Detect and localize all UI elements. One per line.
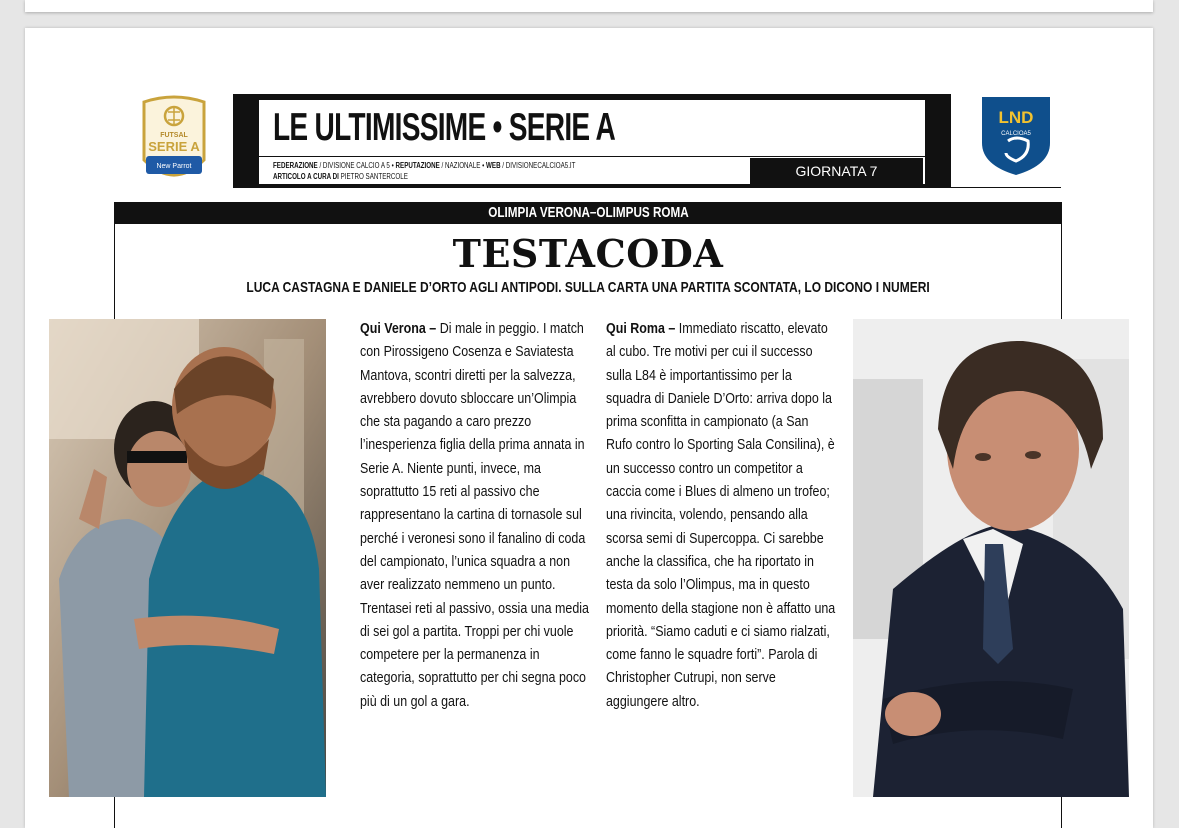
meta-author-name: PIETRO SANTERCOLE: [338, 172, 408, 181]
article-subhead: [114, 278, 1062, 298]
column-roma-text: [606, 318, 836, 714]
previous-page-edge: [25, 0, 1153, 12]
giornata-badge: GIORNATA 7: [750, 158, 923, 184]
column-verona-body: Di male in peggio. I match con Pirossigeno Cosenza e Saviatesta Mantova, scontri diretti per la salvezza, avrebbero dovuto sbloccare un’Olimpia che sta pagando a caro prezzo l’inesperienza figlia della prima annata in Serie A. Niente punti, invece, ma soprattutto 15 reti al passivo che rappresentano la cartina di tornasole sul perché i veronesi sono il fanalino di coda del campionato, l’unica squadra a non aver realizzato nemmeno un punto. Trentasei reti al passivo, ossia una media di sei gol a partita. Troppi per chi vuole competere per la permanenza in categoria, soprattutto per chi segna poco più di un gol a gara.: [360, 321, 589, 710]
header-rule-right: [951, 187, 1061, 188]
article-subhead-text: LUCA CASTAGNA E DANIELE D’ORTO AGLI ANTIPODI. SULLA CARTA UNA PARTITA SCONTATA, LO DICONO I NUMERI: [246, 279, 930, 296]
svg-text:LND: LND: [998, 108, 1034, 127]
svg-text:SERIE A: SERIE A: [148, 139, 200, 154]
column-roma-body: Immediato riscatto, elevato al cubo. Tre motivi per cui il successo sulla L84 è importantissimo per la squadra di Daniele D’Orto: arriva dopo la prima sconfitta in campionato (a San Rufo contro lo Sporting Sala Consilina), è un successo contro un competitor a caccia come i Blues di almeno un trofeo; una rivincita, volendo, pensando alla scorsa semi di Supercoppa. Ci sarebbe anche la classifica, che ha riportato in testa da solo l’Olimpus, ma in questo momento della stagione non è affatto una priorità. “Siamo caduti e ci siamo rialzati, come fanno le squadre forti”. Parola di Christopher Cutrupi, non serve aggiungere altro.: [606, 321, 836, 710]
svg-text:FUTSAL: FUTSAL: [160, 132, 188, 139]
meta-web-text: / DIVISIONECALCIOA5.IT: [500, 161, 576, 170]
meta-web-label: WEB: [486, 161, 501, 170]
masthead-inner: [259, 100, 925, 184]
meta-reputazione-label: REPUTAZIONE: [395, 161, 440, 170]
masthead-meta: [273, 160, 575, 182]
meta-federazione-label: FEDERAZIONE: [273, 161, 318, 170]
column-verona: [360, 318, 590, 714]
column-roma-lead: Qui Roma –: [606, 321, 679, 337]
lnd-calcioa5-logo: [980, 95, 1052, 175]
futsal-serie-a-logo: [138, 94, 210, 186]
svg-text:New Parrot: New Parrot: [156, 163, 192, 170]
column-verona-lead: Qui Verona –: [360, 321, 440, 337]
masthead: [233, 94, 951, 188]
column-roma: [606, 318, 836, 714]
meta-line-2: [273, 171, 575, 182]
meta-federazione-text: / DIVISIONE CALCIO A 5 •: [317, 161, 396, 170]
article-headline: TESTACODA: [452, 231, 724, 276]
column-verona-text: [360, 318, 590, 714]
match-kicker: OLIMPIA VERONA–OLIMPUS ROMA: [487, 204, 689, 221]
match-kicker-bar: [114, 202, 1062, 224]
photo-daniele-dorto: [853, 319, 1129, 797]
meta-author-label: ARTICOLO A CURA DI: [273, 172, 339, 181]
masthead-divider: [259, 156, 925, 157]
masthead-title: LE ULTIMISSIME • SERIE A: [273, 106, 616, 149]
newspaper-page: [25, 28, 1153, 828]
photo-luca-castagna: [49, 319, 326, 797]
meta-reputazione-text: / NAZIONALE •: [439, 161, 487, 170]
meta-line-1: [273, 160, 575, 171]
svg-text:CALCIOA5: CALCIOA5: [1001, 131, 1031, 137]
